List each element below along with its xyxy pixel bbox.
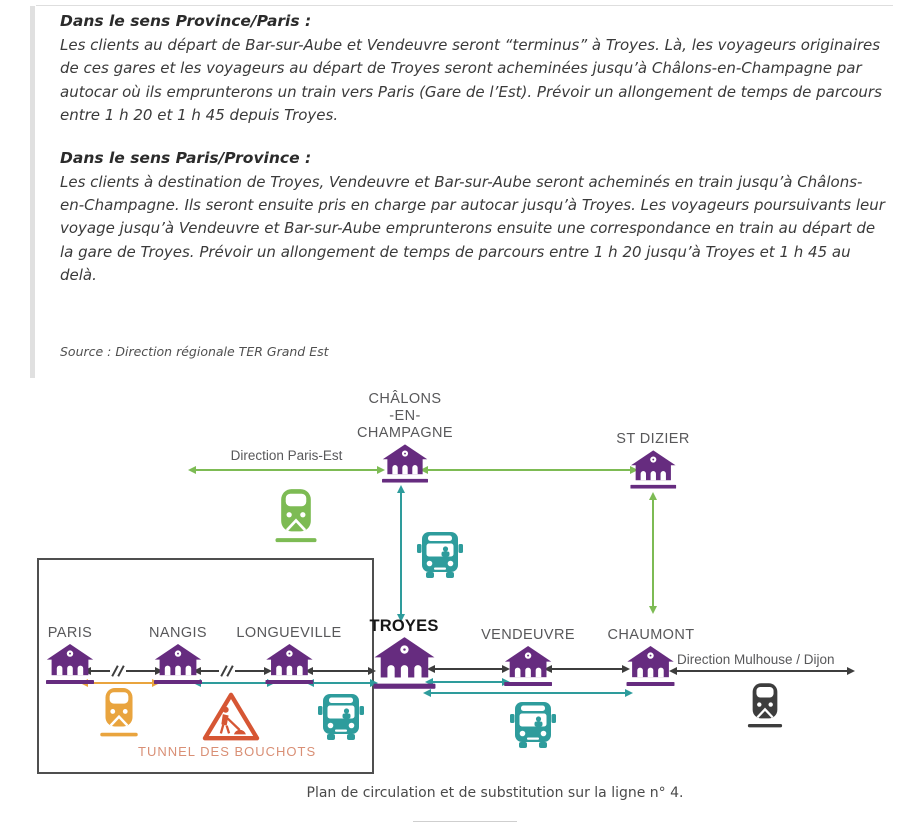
section-title-province-paris: Dans le sens Province/Paris : <box>60 12 312 30</box>
station-troyes <box>369 618 438 689</box>
quote-top-border <box>36 5 893 6</box>
train-icon-mulhouse-dijon <box>746 682 784 730</box>
arrow-chalons-st-dizier <box>425 469 633 471</box>
station-nangis <box>149 625 207 684</box>
arrow-substitution-troyes-chaumont <box>428 692 628 694</box>
arrow-st-dizier-chaumont <box>652 497 654 609</box>
arrow-chaumont-mulhouse-dijon <box>674 670 850 672</box>
direction-mulhouse-dijon-label: Direction Mulhouse / Dijon <box>677 652 835 667</box>
train-icon-paris-est <box>273 488 319 545</box>
arrow-substitution-paris-nangis <box>85 682 155 684</box>
station-chalons-en-champagne <box>357 391 453 483</box>
station-label: TROYES <box>369 617 439 635</box>
interruption-mark-nangis-longueville <box>219 664 235 677</box>
tunnel-des-bouchots-label: TUNNEL DES BOUCHOTS <box>138 744 317 759</box>
station-paris <box>46 625 94 684</box>
station-st-dizier <box>616 431 689 489</box>
station-icon <box>154 644 202 684</box>
station-icon <box>630 450 676 489</box>
station-icon <box>382 444 428 483</box>
arrow-paris-est-chalons <box>193 469 380 471</box>
station-label: PARIS <box>47 625 93 641</box>
quote-left-border <box>30 6 35 378</box>
section-title-paris-province: Dans le sens Paris/Province : <box>60 148 312 167</box>
bus-icon-longueville-troyes <box>318 690 364 746</box>
station-icon <box>46 644 94 684</box>
line4-diagram <box>0 385 900 836</box>
station-icon <box>627 646 675 686</box>
station-longueville <box>236 625 341 684</box>
section-body-province-paris: Les clients au départ de Bar-sur-Aube et Vendeuvre seront “terminus” à Troyes. Là, les voyageurs originaires de ces gares et les voyageurs au départ de Troyes seront acheminées jusqu’à Châlons-en-Champagne par autocar où ils emprunterons un train vers Paris (Gare de l’Est). Prévoir un allongement de temps de parcours entre 1 h 20 et 1 h 45 depuis Troyes. <box>60 36 882 125</box>
station-label: LONGUEVILLE <box>236 625 342 641</box>
train-icon-paris-nangis <box>98 687 140 739</box>
station-icon <box>373 637 435 689</box>
roadworks-icon-tunnel <box>200 690 262 744</box>
arrow-bus-chalons-troyes <box>400 490 402 617</box>
bus-icon-troyes-vendeuvre <box>510 698 556 754</box>
figure-caption: Plan de circulation et de substitution sur la ligne n° 4. <box>306 785 684 801</box>
station-vendeuvre <box>481 627 575 686</box>
station-label: CHAUMONT <box>607 627 695 643</box>
source-line: Source : Direction régionale TER Grand Est <box>60 344 329 359</box>
station-label: ST DIZIER <box>616 431 690 447</box>
station-label: CHÂLONS -EN- CHAMPAGNE <box>357 391 453 441</box>
interruption-mark-paris-nangis <box>110 664 126 677</box>
station-chaumont <box>608 627 695 686</box>
bus-icon-chalons-troyes <box>417 528 463 584</box>
station-icon <box>504 646 552 686</box>
station-icon <box>265 644 313 684</box>
section-body-paris-province: Les clients à destination de Troyes, Vendeuvre et Bar-sur-Aube seront acheminés en train jusqu’à Châlons-en-Champagne. Ils seront ensuite pris en charge par autocar jusqu’à Troyes. Les voyageurs poursuivants leur voyage jusqu’à Vendeuvre et Bar-sur-Aube emprunterons ensuite une correspondance en train au départ de la gare de Troyes. Prévoir un allongement de temps de parcours entre 1 h 20 jusqu’à Troyes et 1 h 45 au delà. <box>60 172 885 285</box>
direction-paris-est-label: Direction Paris-Est <box>230 448 343 463</box>
station-label: VENDEUVRE <box>481 627 575 643</box>
article-text <box>60 10 886 288</box>
bottom-divider <box>413 821 517 822</box>
station-label: NANGIS <box>149 625 207 641</box>
